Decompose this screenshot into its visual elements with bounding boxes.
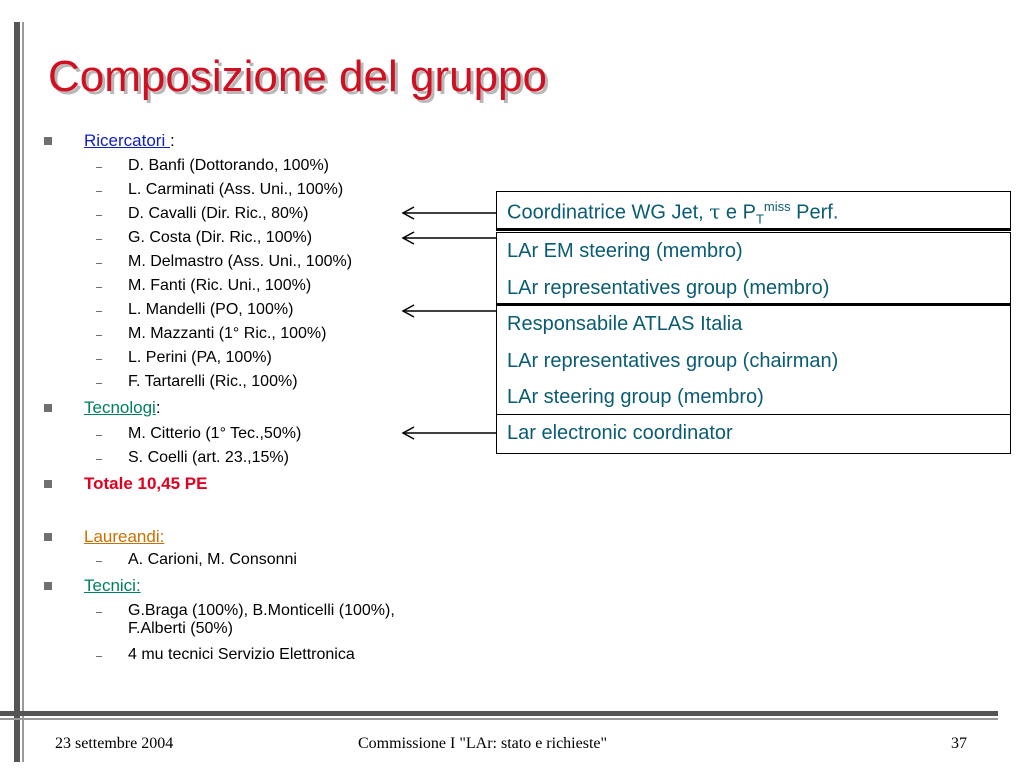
list-item-text: 4 mu tecnici Servizio Elettronica — [128, 646, 355, 663]
role-text-part: Coordinatrice WG Jet, — [507, 201, 710, 224]
list-item-text: F.Alberti (50%) — [128, 620, 233, 637]
role-text-part: Perf. — [790, 201, 839, 224]
role-box-cavalli — [496, 191, 1011, 229]
list-item-text: L. Mandelli (PO, 100%) — [128, 301, 294, 318]
tau-symbol: τ — [709, 199, 721, 224]
list-item-text: M. Fanti (Ric. Uni., 100%) — [128, 277, 312, 294]
role-text — [507, 199, 838, 227]
list-item-text: D. Cavalli (Dir. Ric., 80%) — [128, 205, 309, 222]
list-item-text: M. Mazzanti (1° Ric., 100%) — [128, 325, 327, 342]
list-item-text: L. Perini (PA, 100%) — [128, 349, 272, 366]
list-item-text: A. Carioni, M. Consonni — [128, 551, 297, 568]
list-item-text: F. Tartarelli (Ric., 100%) — [128, 373, 298, 390]
list-item-text: S. Coelli (art. 23.,15%) — [128, 449, 289, 466]
laureandi-label: Laureandi: — [84, 527, 165, 546]
page-number: 37 — [951, 735, 967, 752]
role-text: Responsabile ATLAS Italia — [507, 313, 743, 335]
role-text: LAr representatives group (membro) — [507, 277, 830, 299]
slide-title: Composizione del gruppo — [48, 52, 547, 101]
list-item-text: G.Braga (100%), B.Monticelli (100%), — [128, 602, 395, 619]
tecnologi-label: Tecnologi — [84, 398, 156, 417]
role-text: LAr EM steering (membro) — [507, 240, 743, 262]
list-item-text: G. Costa (Dir. Ric., 100%) — [128, 229, 313, 246]
role-box-citterio — [496, 414, 1011, 454]
ricercatori-label: Ricercatori — [84, 131, 170, 150]
footer-title: Commissione I "LAr: stato e richieste" — [358, 735, 608, 752]
list-item-text: M. Citterio (1° Tec.,50%) — [128, 425, 302, 442]
list-item-text: D. Banfi (Dottorando, 100%) — [128, 157, 329, 174]
superscript-miss: miss — [763, 199, 791, 214]
role-text: Lar electronic coordinator — [507, 422, 733, 444]
ricercatori-colon: : — [169, 131, 175, 150]
role-text-part: e P — [720, 201, 756, 224]
subscript-t: T — [755, 211, 764, 227]
role-box-mandelli — [496, 305, 1011, 415]
totale-label: Totale 10,45 PE — [84, 474, 208, 493]
role-text: LAr steering group (membro) — [507, 386, 764, 408]
role-box-costa — [496, 232, 1011, 304]
tecnici-label: Tecnici: — [84, 576, 141, 595]
list-item-text: M. Delmastro (Ass. Uni., 100%) — [128, 253, 353, 270]
list-item-text: L. Carminati (Ass. Uni., 100%) — [128, 181, 344, 198]
role-text: LAr representatives group (chairman) — [507, 350, 839, 372]
tecnologi-colon: : — [155, 398, 161, 417]
footer-date: 23 settembre 2004 — [55, 735, 174, 752]
